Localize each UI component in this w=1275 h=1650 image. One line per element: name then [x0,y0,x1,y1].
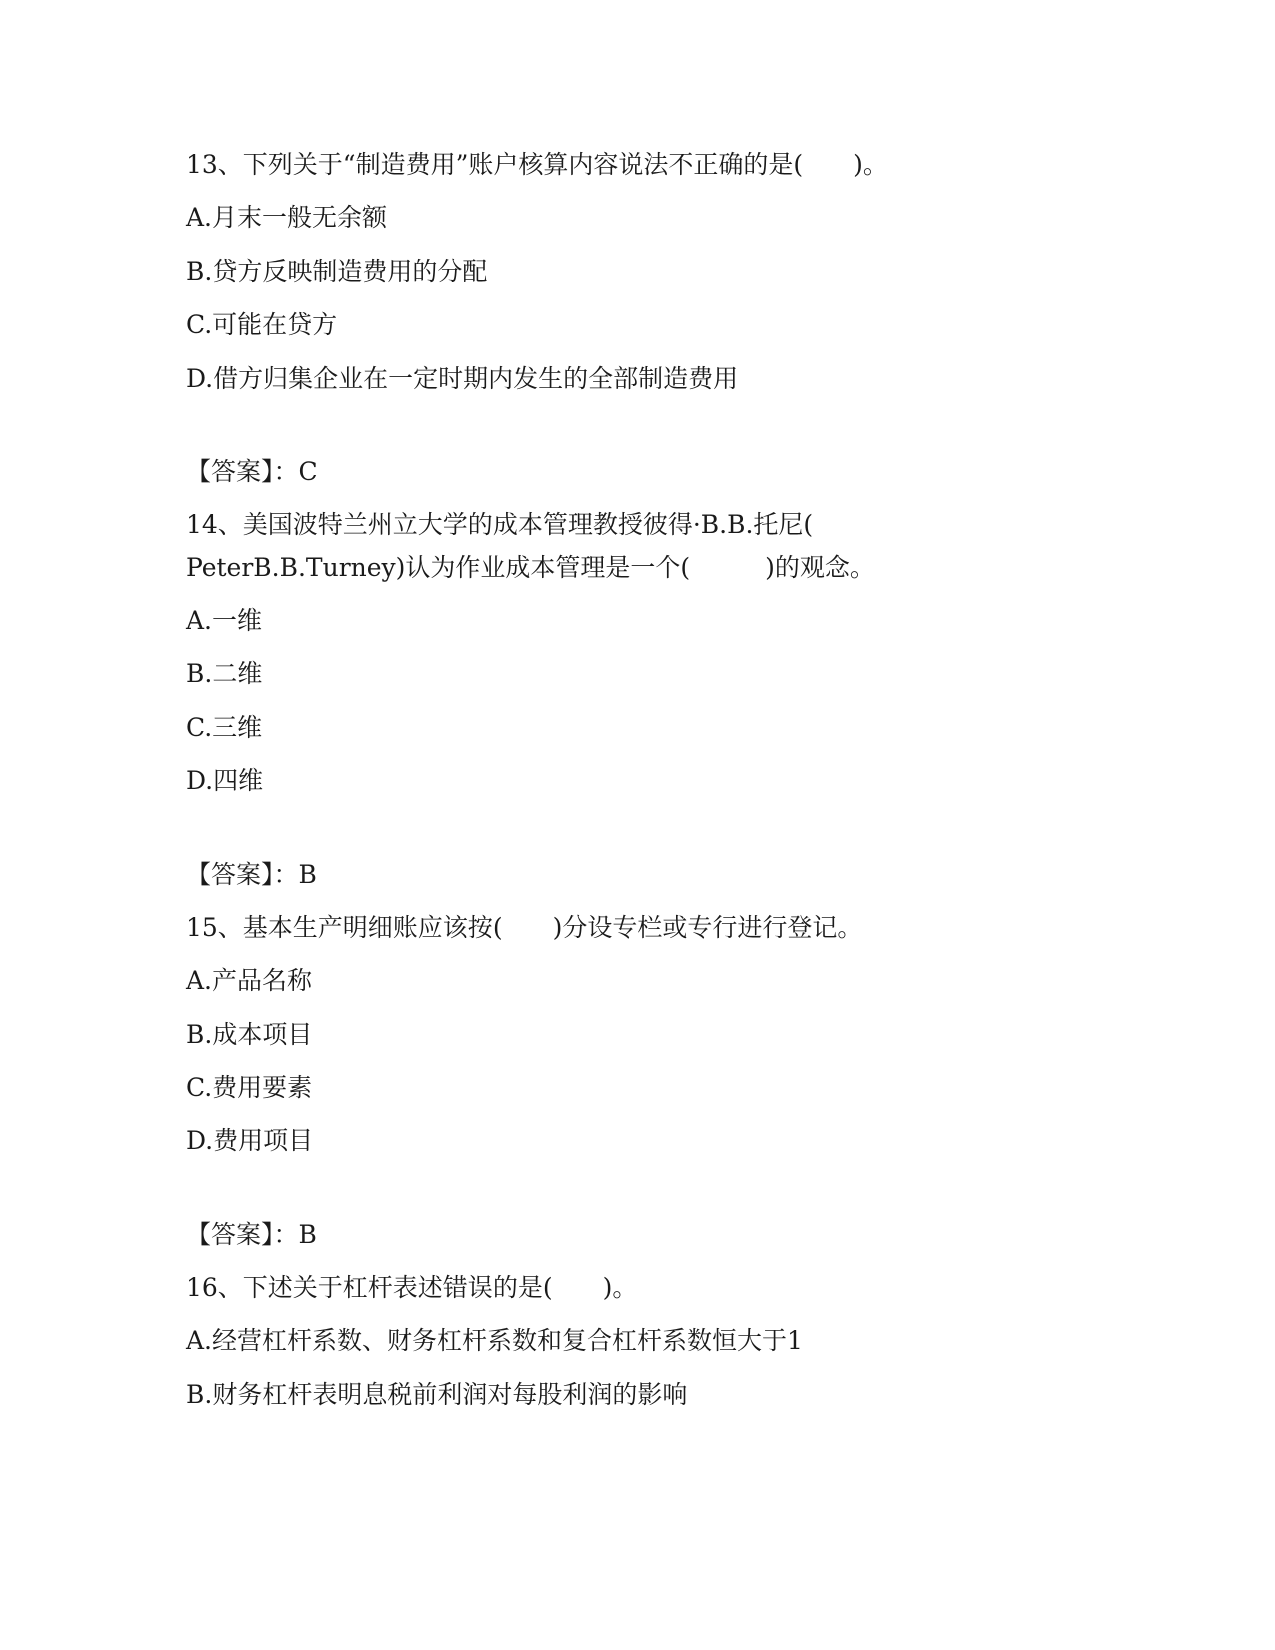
question-14-stem-line-2: PeterB.B.Turney)认为作业成本管理是一个( )的观念。 [186,553,875,582]
question-14-option-b: B.二维 [186,659,263,688]
question-15-stem: 15、基本生产明细账应该按( )分设专栏或专行进行登记。 [186,913,863,942]
question-13-option-c: C.可能在贷方 [186,310,338,339]
question-15-option-a: A.产品名称 [186,966,313,995]
question-13-answer: 【答案】：C [186,457,318,486]
question-15-option-c: C.费用要素 [186,1073,313,1102]
question-16-option-b: B.财务杠杆表明息税前利润对每股利润的影响 [186,1380,688,1409]
question-14-option-c: C.三维 [186,713,263,742]
question-14-option-d: D.四维 [186,766,264,795]
question-14-answer: 【答案】：B [186,860,317,889]
question-16-option-a: A.经营杠杆系数、财务杠杆系数和复合杠杆系数恒大于1 [186,1326,803,1355]
question-15-answer: 【答案】：B [186,1220,317,1249]
question-14-stem-line-1: 14、美国波特兰州立大学的成本管理教授彼得·B.B.托尼( [186,510,814,539]
question-15-option-d: D.费用项目 [186,1126,314,1155]
question-13-option-b: B.贷方反映制造费用的分配 [186,257,488,286]
question-14-option-a: A.一维 [186,606,263,635]
question-13-option-d: D.借方归集企业在一定时期内发生的全部制造费用 [186,364,739,393]
question-13-stem: 13、下列关于“制造费用”账户核算内容说法不正确的是( )。 [186,150,888,179]
question-15-option-b: B.成本项目 [186,1020,313,1049]
question-16-stem: 16、下述关于杠杆表述错误的是( )。 [186,1273,638,1302]
question-13-option-a: A.月末一般无余额 [186,203,388,232]
